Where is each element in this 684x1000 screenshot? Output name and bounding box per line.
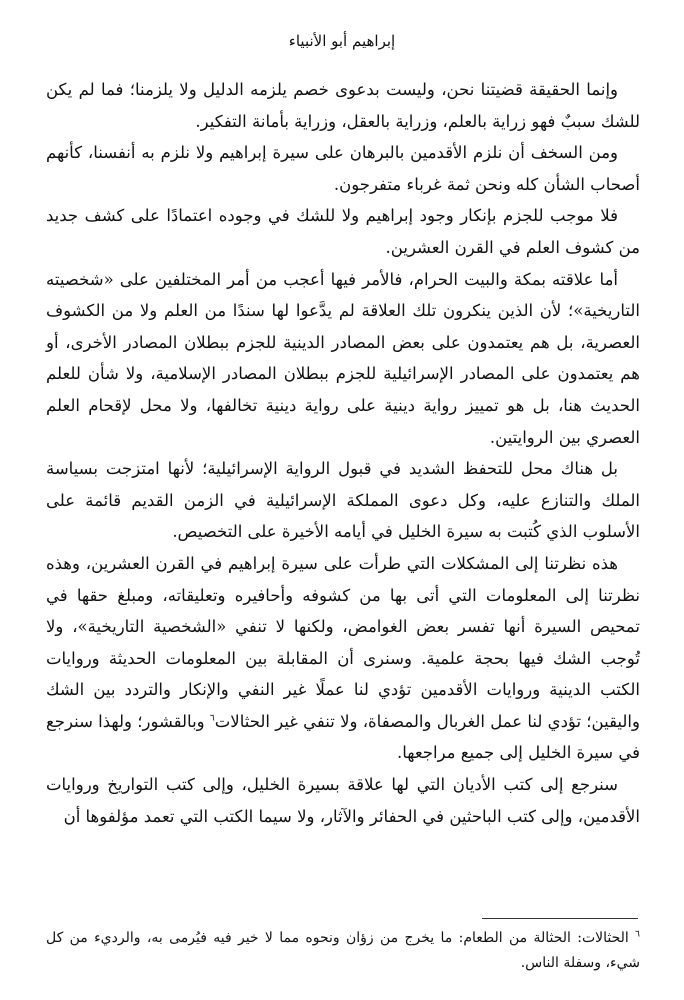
- paragraph-1: وإنما الحقيقة قضيتنا نحن، وليست بدعوى خصم يلزمه الدليل ولا يلزمنا؛ فما لم يكن للشك سببٌ فهو زراية بالعلم، وزراية بالعقل، وزراية بأمانة التفكير.: [46, 80, 640, 131]
- footnote-number: ٦: [635, 929, 641, 940]
- paragraph-6-text-b: وبالقشور؛ ولهذا سنرجع في سيرة الخليل إلى جميع مراجعها.: [46, 711, 640, 763]
- footnotes-section: [46, 926, 640, 976]
- paragraph-4: أما علاقته بمكة والبيت الحرام، فالأمر فيها أعجب من أمر المختلفين على «شخصيته التاريخية»؛ لأن الذين ينكرون تلك العلاقة لم يدَّعوا لها سندًا من العلم ولا من الكشوف العصرية، بل هم يعتمدون على بعض المصادر الدينية للجزم ببطلان المصادر الأخرى، أو هم يعتمدون على المصادر الإسرائيلية للجزم ببطلان المصادر الإسلامية، ولا شأن للعلم الحديث هنا، بل هو تمييز رواية دينية على رواية دينية تخالفها، ولا محل لإقحام العلم العصري بين الروايتين.: [46, 269, 640, 447]
- paragraph-6: [46, 548, 640, 769]
- paragraph-2: ومن السخف أن نلزم الأقدمين بالبرهان على سيرة إبراهيم ولا نلزم به أنفسنا، كأنهم أصحاب الشأن كله ونحن ثمة غرباء متفرجون.: [46, 143, 640, 194]
- running-header: إبراهيم أبو الأنبياء: [288, 32, 396, 50]
- paragraph-7: سنرجع إلى كتب الأديان التي لها علاقة بسيرة الخليل، وإلى كتب التواريخ وروايات الأقدمين، وإلى كتب الباحثين في الحفائر والآثار، ولا سيما الكتب التي تعمد مؤلفوها أن: [46, 775, 640, 826]
- paragraph-6-text-a: هذه نظرتنا إلى المشكلات التي طرأت على سيرة إبراهيم في القرن العشرين، وهذه نظرتنا إلى المعلومات التي أتى بها من كشوفه وأحافيره وتعليقاته، ومبلغ حقها في تمحيص السيرة أنها تفسر بعض الغوامض، ولكنها لا تنفي «الشخصية التاريخية»، ولا تُوجب الشك فيها بحجة علمية. وسنرى أن المقابلة بين المعلومات الحديثة وروايات الكتب الدينية وروايات الأقدمين تؤدي لنا عملًا غير النفي والإنكار والتردد بين الشك واليقين؛ تؤدي لنا عمل الغربال والمصفاة، ولا تنفي غير الحثالات: [46, 553, 640, 731]
- paragraph-3: فلا موجب للجزم بإنكار وجود إبراهيم ولا للشك في وجوده اعتمادًا على كشف جديد من كشوف العلم في القرن العشرين.: [46, 206, 640, 257]
- main-text: [46, 74, 640, 832]
- footnote-text: الحثالات: الحثالة من الطعام: ما يخرج من زؤان ونحوه مما لا خير فيه فيُرمى به، والرديء من كل شيء، وسفلة الناس.: [46, 930, 640, 971]
- footnote-reference[interactable]: ٦: [209, 713, 215, 724]
- footnote-divider: [482, 918, 638, 919]
- paragraph-5: بل هناك محل للتحفظ الشديد في قبول الرواية الإسرائيلية؛ لأنها امتزجت بسياسة الملك والتنازع عليه، وكل دعوى المملكة الإسرائيلية في الزمن القديم قائمة على الأسلوب الذي كُتبت به سيرة الخليل في أيامه الأخيرة على التخصيص.: [46, 459, 640, 542]
- footnote-item: [46, 926, 640, 976]
